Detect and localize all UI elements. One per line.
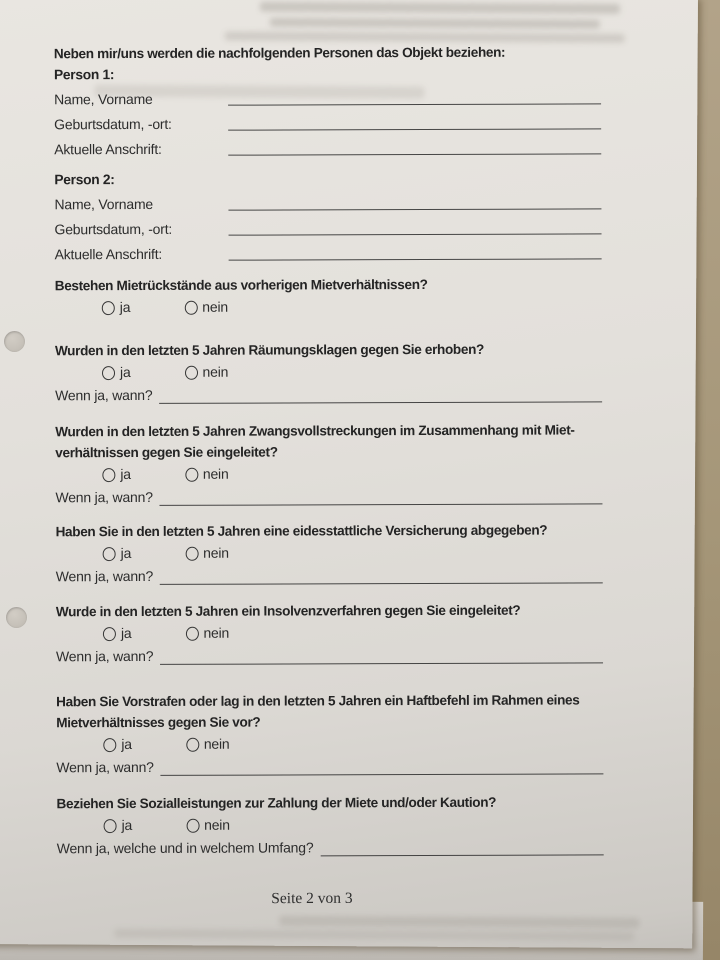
field-row-name: [54, 83, 601, 110]
followup-answer-line[interactable]: [159, 387, 602, 404]
followup-label: Wenn ja, wann?: [55, 386, 153, 404]
field-label-address: Aktuelle Anschrift:: [54, 140, 162, 158]
followup-label: Wenn ja, wann?: [55, 488, 153, 506]
radio-row: [55, 359, 602, 384]
radio-label-nein: nein: [203, 624, 230, 641]
radio-circle-icon: [184, 365, 197, 379]
page-number: Seite 2 von 3: [271, 889, 353, 908]
punch-hole: [6, 607, 27, 628]
radio-option-ja[interactable]: [103, 622, 132, 645]
followup-answer-line[interactable]: [160, 648, 603, 665]
question-text: Wurden in den letzten 5 Jahren Räumungsklagen gegen Sie erhoben?: [54, 341, 485, 359]
field-line-birth[interactable]: [228, 219, 601, 235]
radio-circle-icon: [104, 819, 117, 833]
bleedthrough-artifact: [114, 929, 634, 941]
radio-label-nein: nein: [203, 544, 229, 561]
radio-option-nein[interactable]: [184, 361, 228, 384]
field-line-name[interactable]: [228, 194, 601, 210]
field-row-name: [54, 188, 601, 215]
field-label-name: Name, Vorname: [54, 90, 153, 108]
followup-row: [55, 382, 602, 406]
radio-label-ja: ja: [119, 364, 131, 381]
person-1-section: [54, 62, 601, 160]
bleedthrough-artifact: [270, 18, 600, 29]
radio-option-nein[interactable]: [186, 733, 230, 756]
followup-row: [56, 643, 603, 667]
followup-answer-line[interactable]: [160, 489, 603, 506]
field-line-name[interactable]: [228, 89, 601, 105]
field-label-birth: Geburtsdatum, -ort:: [54, 220, 173, 238]
radio-option-nein[interactable]: [186, 814, 230, 837]
field-line-address[interactable]: [229, 244, 602, 260]
person-2-section: [54, 167, 601, 265]
question-block-insolvency: [56, 599, 603, 667]
question-block-statutory-declaration: [56, 519, 603, 587]
radio-circle-icon: [102, 366, 115, 380]
radio-label-nein: nein: [202, 465, 229, 482]
question-text: Wurden in den letzten 5 Jahren Zwangsvollstreckungen im Zusammenhang mit Miet- verhältnissen gegen Sie eingeleitet?: [55, 422, 575, 461]
radio-option-ja[interactable]: [104, 814, 133, 837]
question-block-criminal-record: [56, 689, 603, 778]
field-row-birth: [54, 108, 601, 135]
radio-option-ja[interactable]: [103, 542, 132, 565]
radio-circle-icon: [184, 300, 197, 314]
radio-row: [56, 620, 603, 645]
followup-row: [57, 835, 604, 859]
radio-label-ja: ja: [119, 299, 131, 316]
radio-circle-icon: [186, 818, 199, 832]
followup-answer-line[interactable]: [320, 840, 603, 856]
question-text: Haben Sie in den letzten 5 Jahren eine eidesstattliche Versicherung abgegeben?: [55, 522, 548, 540]
followup-label: Wenn ja, wann?: [55, 567, 154, 585]
question-text: Wurde in den letzten 5 Jahren ein Insolvenzverfahren gegen Sie eingeleitet?: [55, 602, 521, 620]
question-block-social-benefits: [56, 791, 603, 859]
radio-row: [56, 540, 603, 565]
radio-circle-icon: [185, 626, 198, 640]
radio-option-ja[interactable]: [103, 733, 132, 756]
field-line-address[interactable]: [228, 139, 601, 155]
person-2-title: Person 2:: [54, 172, 115, 188]
field-label-birth: Geburtsdatum, -ort:: [54, 115, 172, 133]
followup-label: Wenn ja, wann?: [55, 647, 154, 665]
field-row-address: [55, 238, 602, 265]
radio-option-ja[interactable]: [102, 463, 131, 486]
radio-circle-icon: [102, 301, 115, 315]
followup-answer-line[interactable]: [161, 759, 604, 776]
question-text: Bestehen Mietrückstände aus vorherigen Mietverhältnissen?: [54, 276, 428, 294]
radio-label-nein: nein: [202, 363, 229, 380]
radio-circle-icon: [185, 546, 198, 560]
question-block-eviction-suits: [55, 338, 602, 406]
radio-label-ja: ja: [121, 817, 133, 834]
bleedthrough-artifact: [260, 2, 620, 14]
followup-label: Wenn ja, welche und in welchem Umfang?: [56, 839, 314, 857]
followup-row: [55, 484, 602, 508]
radio-circle-icon: [102, 468, 115, 482]
question-text: Haben Sie Vorstrafen oder lag in den letzten 5 Jahren ein Haftbefehl im Rahmen eines Mietverhältnisses gegen Sie vor?: [56, 692, 580, 731]
radio-label-ja: ja: [120, 466, 131, 483]
radio-label-nein: nein: [202, 298, 228, 315]
radio-label-nein: nein: [204, 816, 230, 833]
radio-label-ja: ja: [120, 625, 132, 642]
field-line-birth[interactable]: [228, 114, 601, 130]
radio-row: [57, 812, 604, 837]
radio-circle-icon: [103, 738, 116, 752]
bleedthrough-artifact: [279, 916, 639, 928]
followup-answer-line[interactable]: [160, 568, 603, 585]
radio-row: [56, 731, 603, 756]
question-block-rent-arrears: [55, 273, 602, 319]
radio-option-ja[interactable]: [102, 296, 131, 319]
field-label-name: Name, Vorname: [54, 195, 154, 213]
field-row-address: [54, 133, 601, 160]
radio-label-ja: ja: [121, 736, 132, 753]
radio-circle-icon: [186, 737, 199, 751]
field-label-address: Aktuelle Anschrift:: [54, 245, 163, 263]
radio-option-nein[interactable]: [185, 463, 229, 486]
radio-row: [55, 461, 602, 486]
radio-option-nein[interactable]: [185, 542, 229, 565]
radio-option-ja[interactable]: [102, 361, 131, 384]
radio-option-nein[interactable]: [184, 296, 228, 319]
radio-option-nein[interactable]: [185, 622, 229, 645]
followup-row: [56, 754, 603, 778]
radio-circle-icon: [103, 547, 116, 561]
form-content: [54, 41, 604, 859]
radio-label-nein: nein: [203, 735, 230, 752]
radio-circle-icon: [185, 467, 198, 481]
followup-label: Wenn ja, wann?: [56, 758, 154, 776]
radio-label-ja: ja: [120, 545, 132, 562]
followup-row: [56, 563, 603, 587]
punch-hole: [4, 331, 25, 352]
intro-text: Neben mir/uns werden die nachfolgenden Personen das Objekt beziehen:: [53, 44, 506, 62]
question-text: Beziehen Sie Sozialleistungen zur Zahlung der Miete und/oder Kaution?: [56, 794, 497, 812]
radio-row: [55, 294, 602, 319]
field-row-birth: [54, 213, 601, 240]
radio-circle-icon: [103, 627, 116, 641]
person-1-title: Person 1:: [53, 67, 115, 83]
question-block-foreclosures: [55, 419, 602, 508]
